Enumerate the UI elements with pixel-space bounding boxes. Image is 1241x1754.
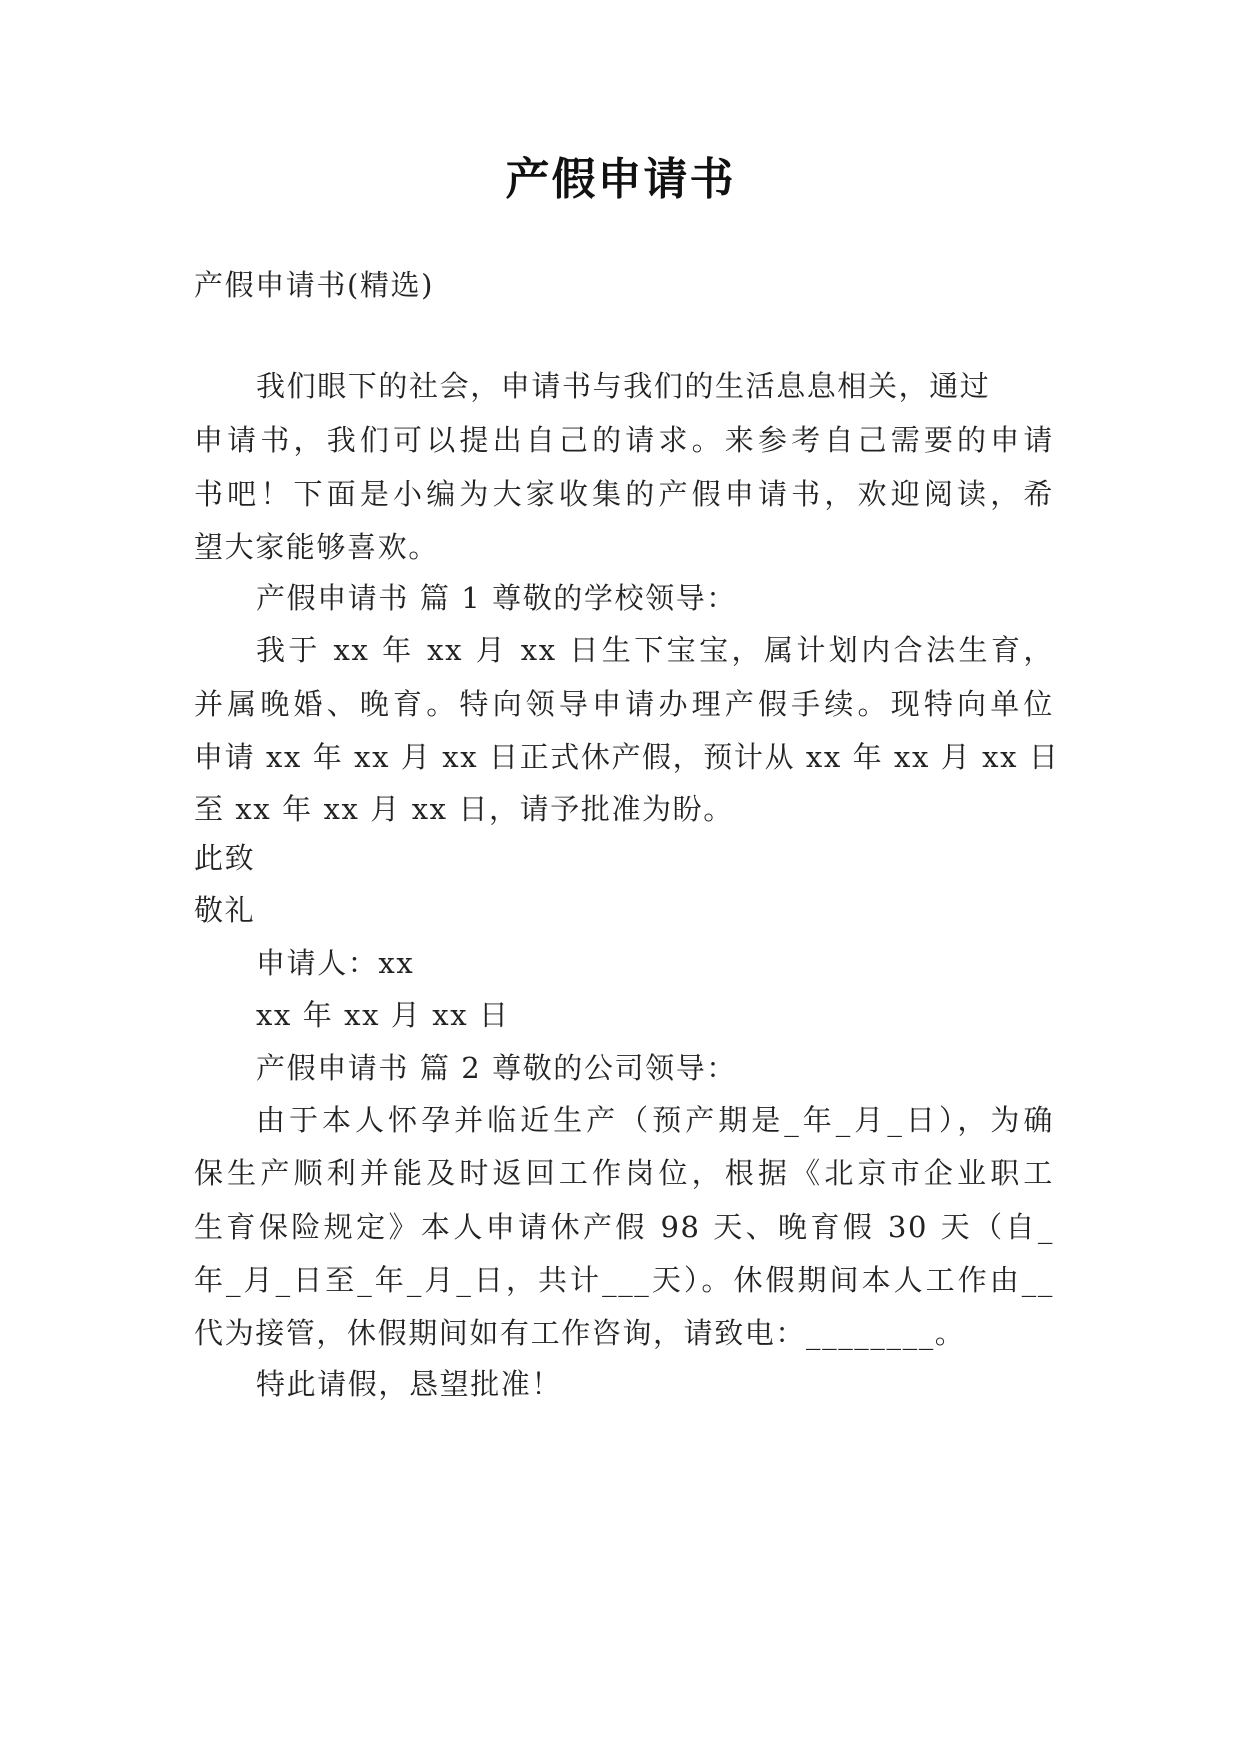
intro-line: 望大家能够喜欢。 bbox=[194, 530, 439, 564]
intro-line: 书吧！下面是小编为大家收集的产假申请书，欢迎阅读，希 bbox=[194, 477, 1054, 511]
intro-line: 我们眼下的社会，申请书与我们的生活息息相关，通过 bbox=[256, 369, 991, 403]
article1-body-line: 至 xx 年 xx 月 xx 日，请予批准为盼。 bbox=[194, 792, 734, 826]
closing-regards: 敬礼 bbox=[194, 893, 256, 927]
intro-line: 申请书，我们可以提出自己的请求。来参考自己需要的申请 bbox=[194, 423, 1054, 457]
closing-salutation: 此致 bbox=[194, 841, 256, 875]
article1-heading: 产假申请书 篇 1 尊敬的学校领导： bbox=[256, 581, 737, 615]
article2-body-line: 保生产顺利并能及时返回工作岗位，根据《北京市企业职工 bbox=[194, 1156, 1054, 1190]
applicant-signature: 申请人：xx bbox=[256, 946, 415, 980]
document-subtitle: 产假申请书(精选) bbox=[194, 268, 435, 302]
article1-body-line: 申请 xx 年 xx 月 xx 日正式休产假，预计从 xx 年 xx 月 xx 日 bbox=[194, 740, 1060, 774]
article2-body-line: 年_月_日至_年_月_日，共计___天）。休假期间本人工作由__ bbox=[194, 1263, 1054, 1297]
article2-body-line: 由于本人怀孕并临近生产（预产期是_年_月_日），为确 bbox=[256, 1103, 1054, 1137]
article2-body-line: 生育保险规定》本人申请休产假 98 天、晚育假 30 天（自_ bbox=[194, 1210, 1054, 1244]
article2-heading: 产假申请书 篇 2 尊敬的公司领导： bbox=[256, 1051, 737, 1085]
article1-body-line: 并属晚婚、晚育。特向领导申请办理产假手续。现特向单位 bbox=[194, 687, 1054, 721]
application-date: xx 年 xx 月 xx 日 bbox=[256, 998, 510, 1032]
article2-closing: 特此请假，恳望批准！ bbox=[256, 1367, 563, 1401]
article1-body-line: 我于 xx 年 xx 月 xx 日生下宝宝，属计划内合法生育， bbox=[256, 633, 1054, 667]
article2-body-line: 代为接管，休假期间如有工作咨询，请致电：________。 bbox=[194, 1316, 966, 1350]
document-title: 产假申请书 bbox=[505, 154, 736, 205]
